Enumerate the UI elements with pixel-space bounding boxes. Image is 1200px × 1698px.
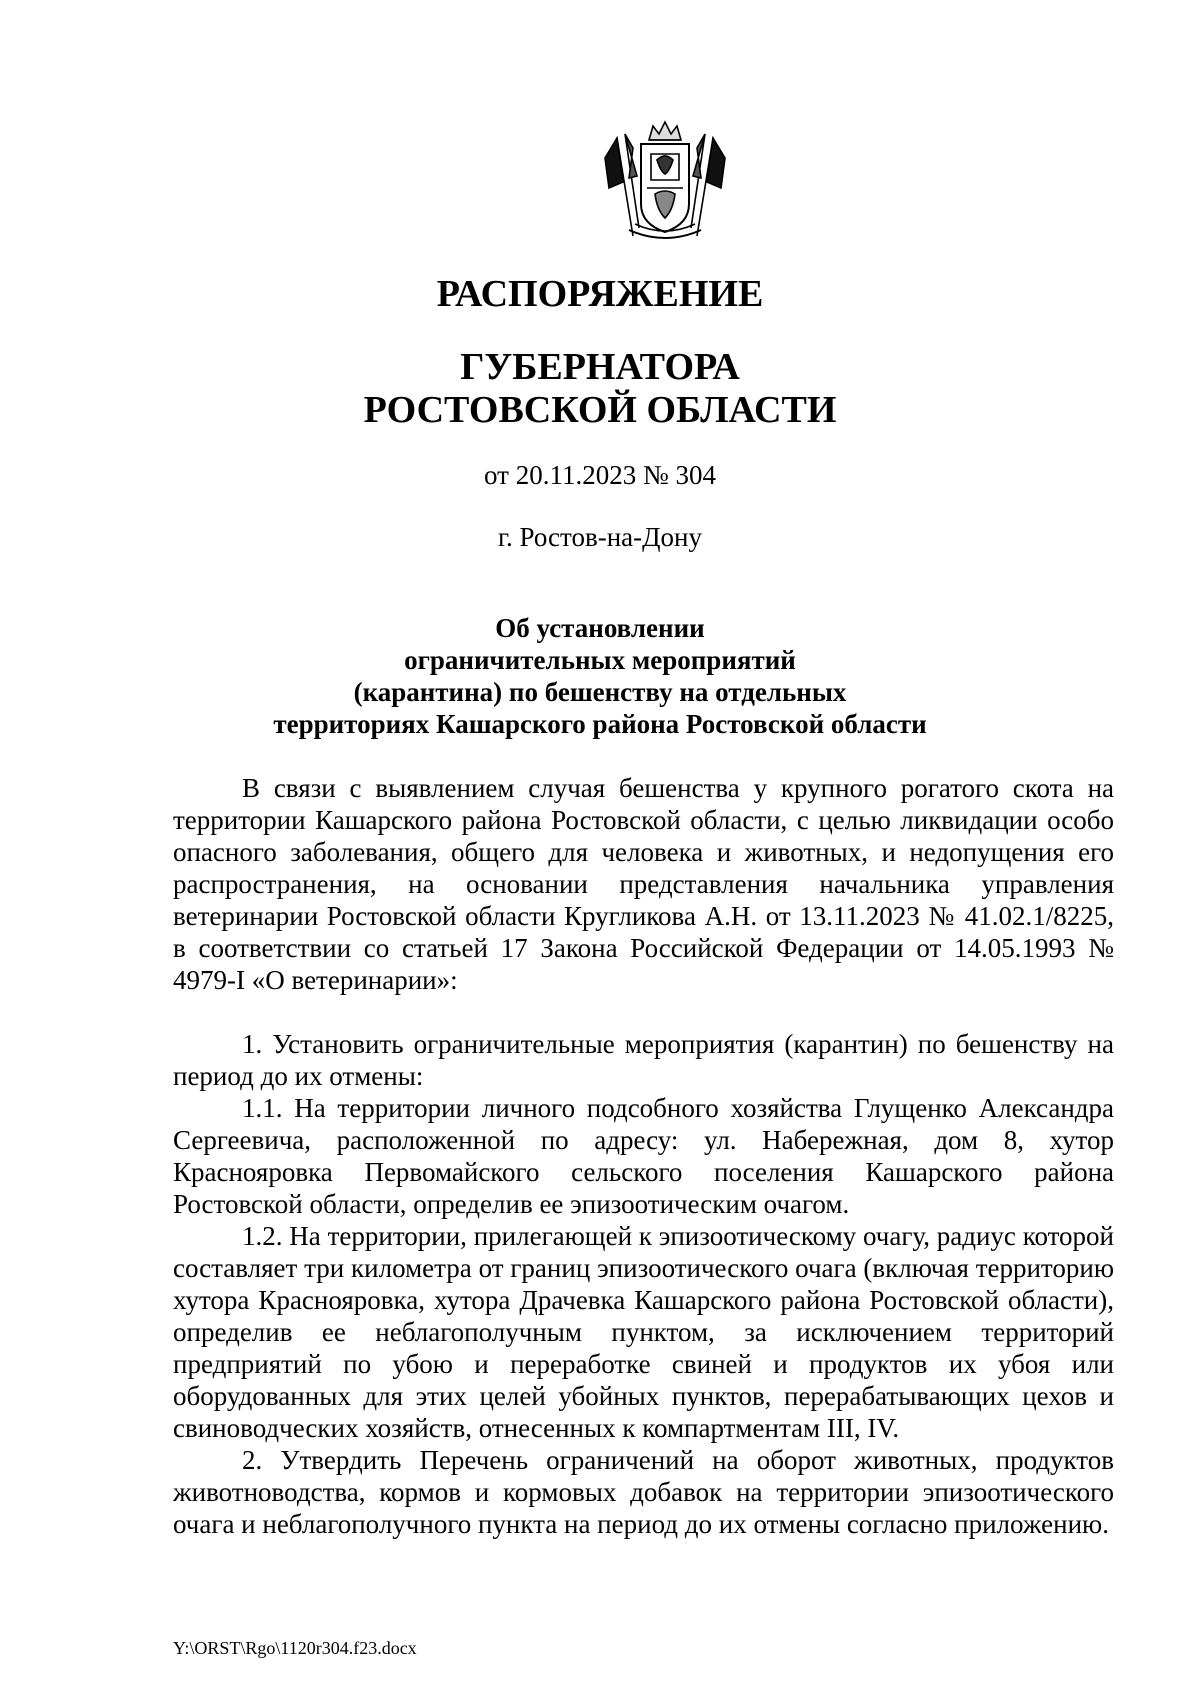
coat-of-arms-icon bbox=[599, 118, 731, 244]
footer-file-path: Y:\ORST\Rgo\1120r304.f23.docx bbox=[173, 1638, 417, 1658]
order-item-1-2: 1.2. На территории, прилегающей к эпизоотическому очагу, радиус которой составляет три километра от границ эпизоотического очага (включая территорию хутора Краснояровка, хутора Драчевка Кашарского района Ростовской области), определив ее неблагополучным пунктом, за исключением территорий предприятий по убою и переработке свиней и продуктов их убоя или оборудованных для этих целей убойных пунктов, перерабатывающих цехов и свиноводческих хозяйств, отнесенных к компартментам III, IV. bbox=[173, 1221, 1114, 1443]
preamble-section bbox=[173, 772, 1114, 996]
issuer-line-2: РОСТОВСКОЙ ОБЛАСТИ bbox=[363, 389, 837, 431]
order-item-1: 1. Установить ограничительные мероприятия (карантин) по бешенству на период до их отмены: bbox=[173, 1029, 1114, 1091]
order-items-section bbox=[173, 1028, 1114, 1540]
city-line: г. Ростов-на-Дону bbox=[497, 522, 702, 552]
order-item-1-1: 1.1. На территории личного подсобного хозяйства Глущенко Александра Сергеевича, расположенной по адресу: ул. Набережная, дом 8, хутор Краснояровка Первомайского сельского поселения Кашарского района Ростовской области, определив ее эпизоотическим очагом. bbox=[173, 1093, 1114, 1219]
subject-line: ограничительных мероприятий bbox=[404, 645, 796, 675]
order-item-2: 2. Утвердить Перечень ограничений на оборот животных, продуктов животноводства, кормов и кормовых добавок на территории эпизоотического очага и неблагополучного пункта на период до их отмены согласно приложению. bbox=[173, 1445, 1114, 1539]
subject-line: (карантина) по бешенству на отдельных bbox=[353, 677, 847, 707]
document-type-heading: РАСПОРЯЖЕНИЕ bbox=[436, 273, 764, 315]
issuer-line-1: ГУБЕРНАТОРА bbox=[460, 346, 740, 388]
preamble-paragraph: В связи с выявлением случая бешенства у крупного рогатого скота на территории Кашарского района Ростовской области, с целью ликвидации особо опасного заболевания, общего для человека и животных, и недопущения его распространения, на основании представления начальника управления ветеринарии Ростовской области Кругликова А.Н. от 13.11.2023 № 41.02.1/8225, в соответствии со статьей 17 Закона Российской Федерации от 14.05.1993 № 4979-I «О ветеринарии»: bbox=[173, 773, 1114, 995]
subject-line: Об установлении bbox=[495, 613, 705, 643]
subject-line: территориях Кашарского района Ростовской области bbox=[273, 709, 927, 739]
date-number-line: от 20.11.2023 № 304 bbox=[484, 460, 716, 490]
document-subject bbox=[0, 612, 1200, 740]
